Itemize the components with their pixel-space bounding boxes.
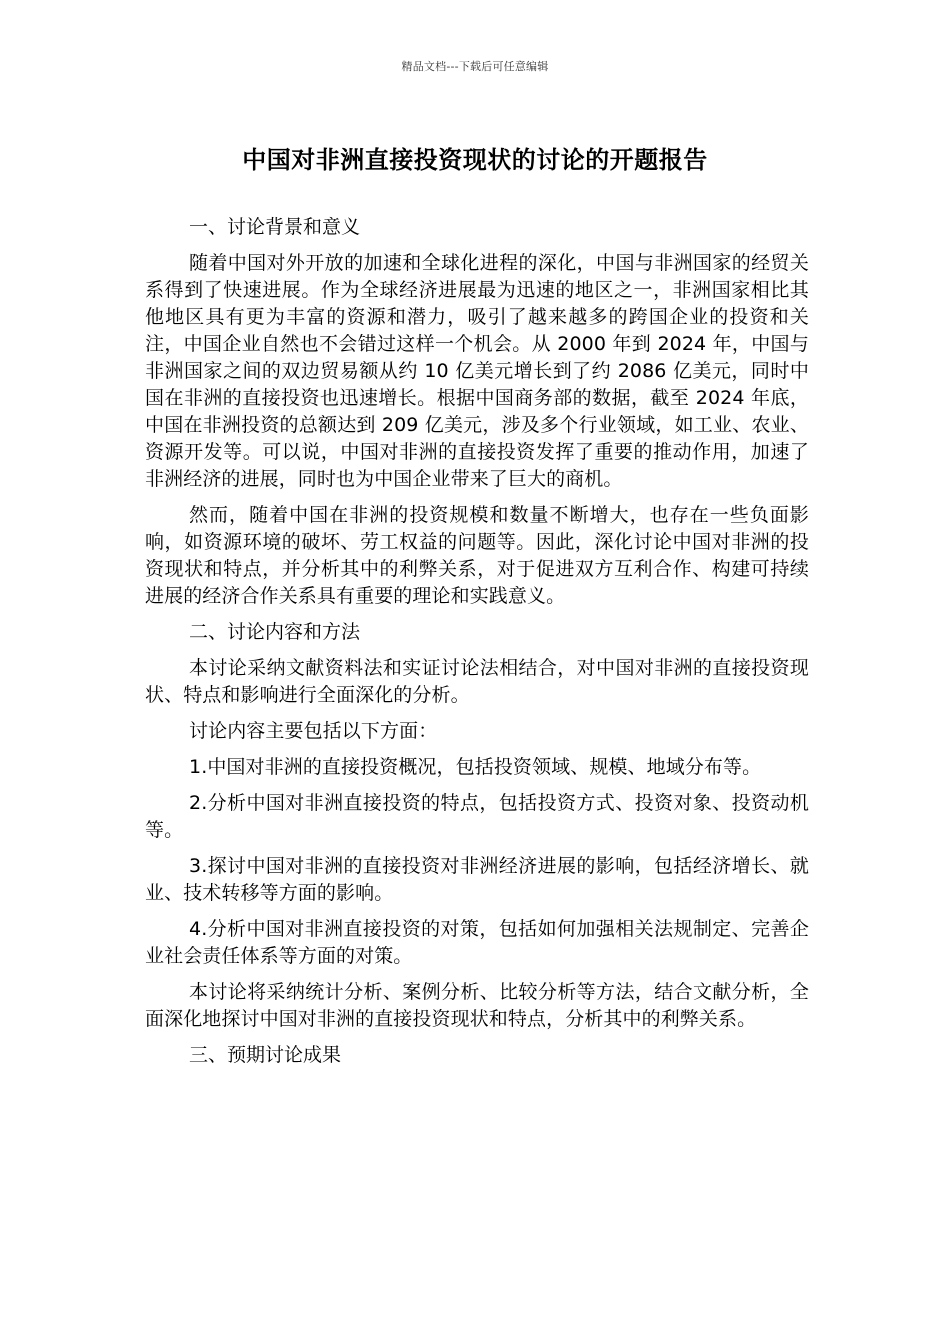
paragraph: 然而，随着中国在非洲的投资规模和数量不断增大，也存在一些负面影响，如资源环境的破坏、劳工权益的问题等。因此，深化讨论中国对非洲的投资现状和特点，并分析其中的利弊关系，对于促进双方互利合作、构建可持续进展的经济合作关系具有重要的理论和实践意义。 [145, 504, 809, 607]
paragraph: 讨论内容主要包括以下方面： [189, 720, 438, 742]
section-heading-background: 一、讨论背景和意义 [189, 216, 361, 238]
document-body [145, 214, 809, 1078]
document-title: 中国对非洲直接投资现状的讨论的开题报告 [242, 146, 708, 174]
paragraph: 本讨论将采纳统计分析、案例分析、比较分析等方法，结合文献分析，全面深化地探讨中国对非洲的直接投资现状和特点，分析其中的利弊关系。 [145, 981, 809, 1030]
paragraph: 本讨论采纳文献资料法和实证讨论法相结合，对中国对非洲的直接投资现状、特点和影响进行全面深化的分析。 [145, 657, 809, 706]
section-heading-expected-results: 三、预期讨论成果 [189, 1044, 342, 1066]
list-item: 2.分析中国对非洲直接投资的特点，包括投资方式、投资对象、投资动机等。 [145, 792, 809, 841]
section-heading-content-methods: 二、讨论内容和方法 [189, 621, 361, 643]
list-item: 4.分析中国对非洲直接投资的对策，包括如何加强相关法规制定、完善企业社会责任体系等方面的对策。 [145, 918, 809, 967]
list-item: 1.中国对非洲的直接投资概况，包括投资领域、规模、地域分布等。 [189, 756, 762, 778]
header-note: 精品文档---下载后可任意编辑 [401, 60, 549, 73]
list-item: 3.探讨中国对非洲的直接投资对非洲经济进展的影响，包括经济增长、就业、技术转移等方面的影响。 [145, 855, 809, 904]
paragraph: 随着中国对外开放的加速和全球化进程的深化，中国与非洲国家的经贸关系得到了快速进展。作为全球经济进展最为迅速的地区之一，非洲国家相比其他地区具有更为丰富的资源和潜力，吸引了越来越多的跨国企业的投资和关注，中国企业自然也不会错过这样一个机会。从 2000 年到 2024 年，中国与非洲国家之间的双边贸易额从约 10 亿美元增长到了约 2086 亿美元，同时中国在非洲的直接投资也迅速增长。根据中国商务部的数据，截至 2024 年底，中国在非洲投资的总额达到 209 亿美元，涉及多个行业领域，如工业、农业、资源开发等。可以说，中国对非洲的直接投资发挥了重要的推动作用，加速了非洲经济的进展，同时也为中国企业带来了巨大的商机。 [145, 252, 809, 490]
